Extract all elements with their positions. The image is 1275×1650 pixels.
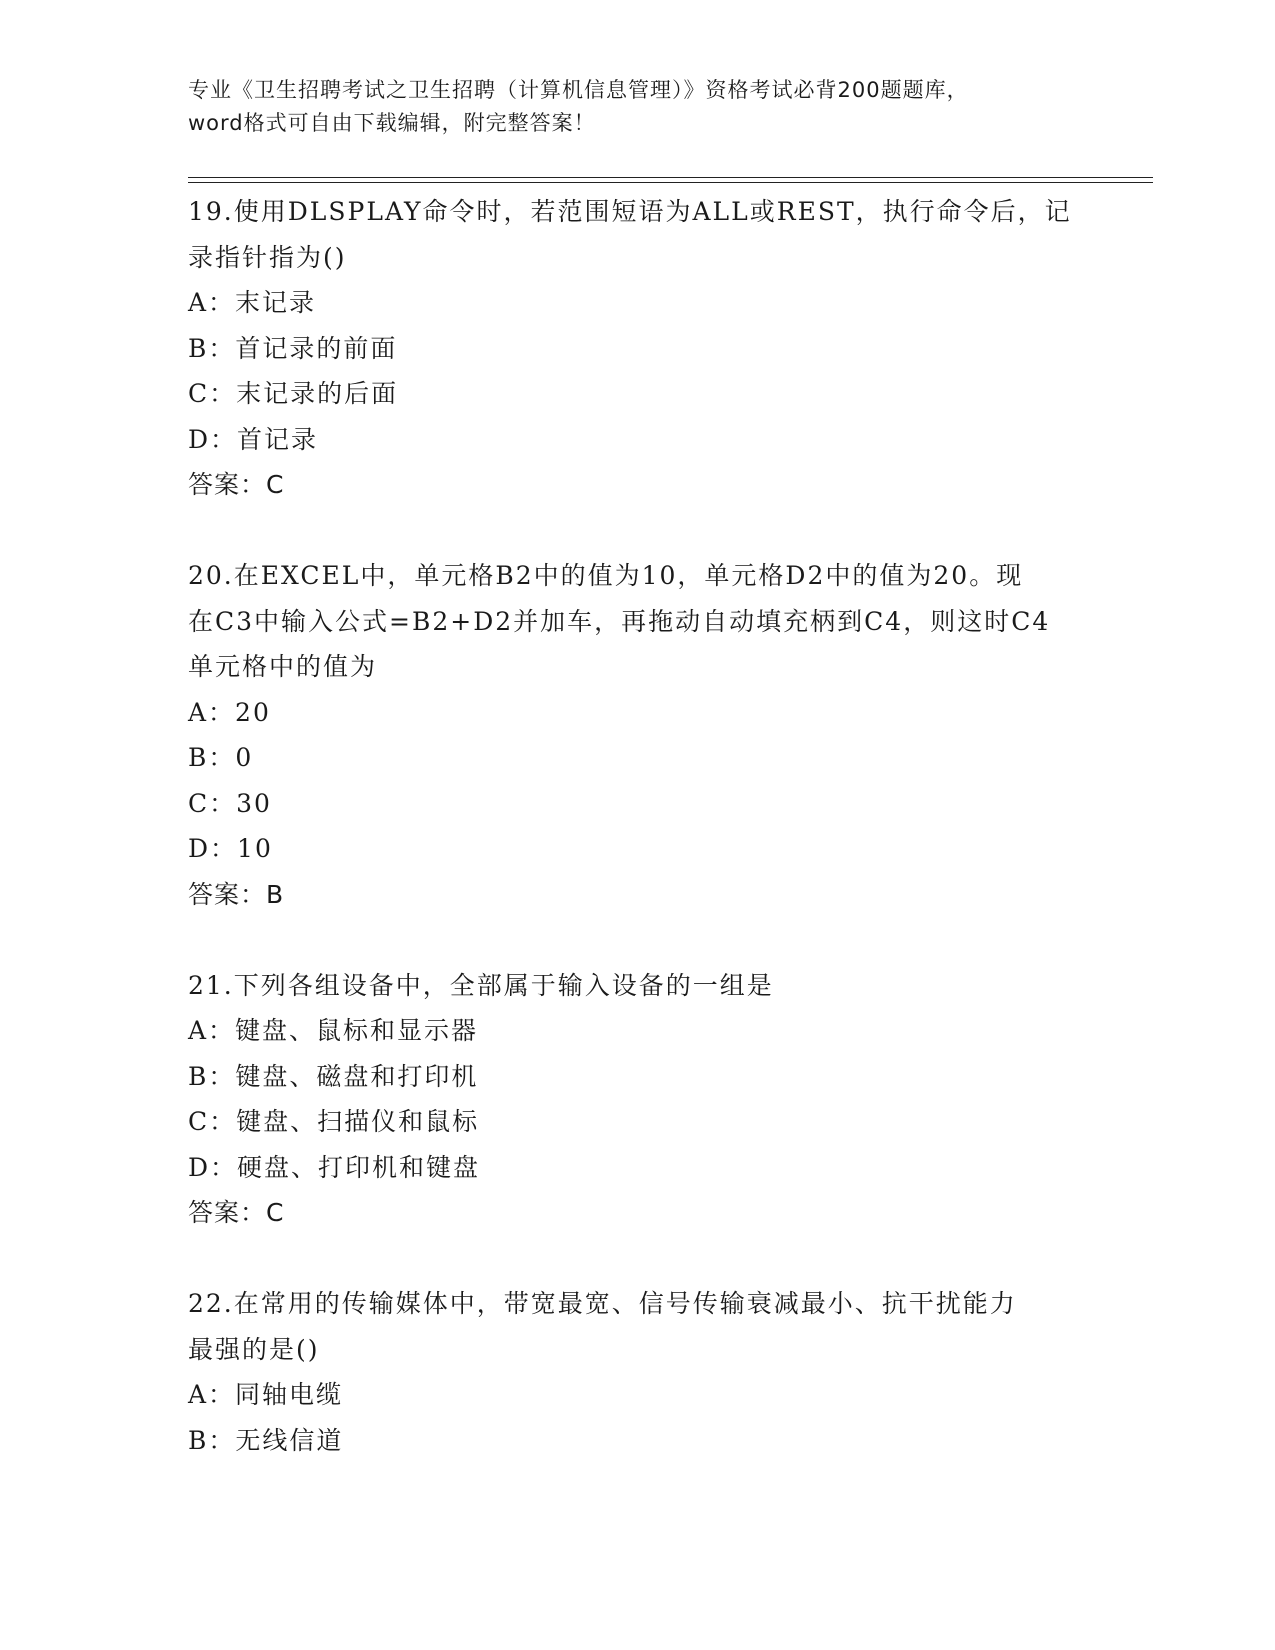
option-a: A：同轴电缆 [188,1380,344,1409]
option-d: D：硬盘、打印机和键盘 [188,1152,481,1182]
question-text-line: 录指针指为() [188,242,347,272]
spacer [188,508,1088,554]
question-text-line: 22.在常用的传输媒体中，带宽最宽、信号传输衰减最小、抗干扰能力 [188,1289,1017,1318]
spacer [188,1236,1088,1282]
spacer [188,917,1088,963]
question-text-line: 最强的是() [188,1334,320,1364]
option-b: B：无线信道 [188,1425,344,1455]
answer: 答案：C [188,1198,285,1227]
question-22 [188,1281,1088,1463]
option-b: B：键盘、磁盘和打印机 [188,1061,479,1091]
option-c: C：键盘、扫描仪和鼠标 [188,1107,480,1136]
question-21 [188,963,1088,1236]
option-c: C：末记录的后面 [188,379,399,408]
option-a: A：20 [188,697,271,727]
answer: 答案：B [188,879,285,909]
header-line-2: word格式可自由下载编辑，附完整答案！ [188,111,596,135]
question-text-line: 在C3中输入公式=B2+D2并加车，再拖动自动填充柄到C4，则这时C4 [188,606,1051,636]
header-rule-top [188,177,1153,178]
option-b: B：首记录的前面 [188,333,398,363]
header-rule-bottom [188,182,1153,183]
answer: 答案：C [188,470,285,499]
question-text-line: 单元格中的值为 [188,652,378,681]
option-d: D：首记录 [188,424,319,454]
question-19 [188,189,1088,508]
question-list [188,189,1088,1463]
option-a: A：键盘、鼠标和显示器 [188,1016,479,1045]
question-text-line: 21.下列各组设备中，全部属于输入设备的一组是 [188,970,774,1000]
question-20 [188,553,1088,917]
option-a: A：末记录 [188,288,317,317]
option-c: C：30 [188,788,272,818]
document-header [188,74,1088,140]
header-line-1: 专业《卫生招聘考试之卫生招聘（计算机信息管理）》资格考试必背200题题库， [188,78,969,102]
option-d: D：10 [188,834,273,863]
option-b: B：0 [188,743,254,772]
question-text-line: 19.使用DLSPLAY命令时，若范围短语为ALL或REST，执行命令后，记 [188,197,1072,226]
question-text-line: 20.在EXCEL中，单元格B2中的值为10，单元格D2中的值为20。现 [188,561,1024,590]
